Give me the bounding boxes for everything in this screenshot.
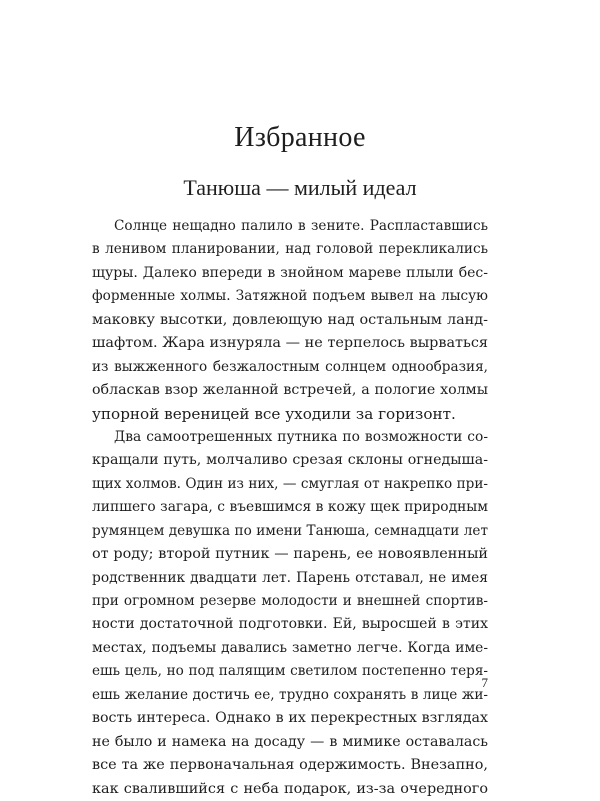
paragraph	[92, 426, 488, 801]
text-line: при огромном резерве молодости и внешней спортив-	[92, 593, 488, 609]
text-line: не было и намека на досаду — в мимике оставалась	[92, 733, 488, 750]
text-line: вость интереса. Однако в их перекрестных взглядах	[92, 710, 488, 727]
text-line: щих холмов. Один из них, — смуглая от накрепко при-	[92, 475, 488, 492]
text-line: румянцем девушка по имени Танюша, семнадцати лет	[92, 522, 488, 539]
text-line: как свалившийся с неба подарок, из-за очередного	[92, 780, 488, 797]
page-number: 7	[481, 675, 488, 690]
text-line: ешь желание достичь ее, трудно сохранять в лице жи-	[92, 686, 488, 703]
text-line: обласкав взор желанной встречей, а пологие холмы	[92, 382, 488, 399]
text-line: Солнце нещадно палило в зените. Распластавшись	[114, 218, 488, 234]
text-line: кращали путь, молчаливо срезая склоны огнедыша-	[92, 452, 488, 469]
text-line: упорной вереницей все уходили за горизонт.	[92, 404, 456, 423]
text-line: местах, подъемы давались заметно легче. Когда име-	[92, 639, 488, 656]
text-line: маковку высотки, довлеющую над остальным ланд-	[92, 311, 488, 328]
text-line: в ленивом планировании, над головой перекликались	[92, 241, 488, 258]
text-line: от роду; второй путник — парень, ее новоявленный	[92, 546, 488, 563]
body-text	[92, 215, 488, 801]
paragraph	[92, 215, 488, 426]
text-line: из выжженного безжалостным солнцем однообразия,	[92, 358, 488, 375]
text-line: форменные холмы. Затяжной подъем вывел на лысую	[92, 288, 488, 305]
text-line: ешь цель, но под палящим светилом постепенно теря-	[92, 663, 488, 680]
text-line: липшего загара, с въевшимся в кожу щек природным	[92, 499, 488, 516]
section-title: Избранное	[234, 122, 366, 153]
text-line: щуры. Далеко впереди в знойном мареве плыли бес-	[92, 264, 488, 281]
text-line: родственник двадцати лет. Парень отставал, не имея	[92, 569, 488, 586]
text-line: ности достаточной подготовки. Ей, выросшей в этих	[92, 616, 488, 633]
text-line: все та же первоначальная одержимость. Внезапно,	[92, 757, 488, 774]
text-line: шафтом. Жара изнуряла — не терпелось вырваться	[92, 335, 488, 352]
chapter-title: Танюша — милый идеал	[183, 175, 417, 200]
text-line: Два самоотрешенных путника по возможности со-	[114, 428, 488, 445]
